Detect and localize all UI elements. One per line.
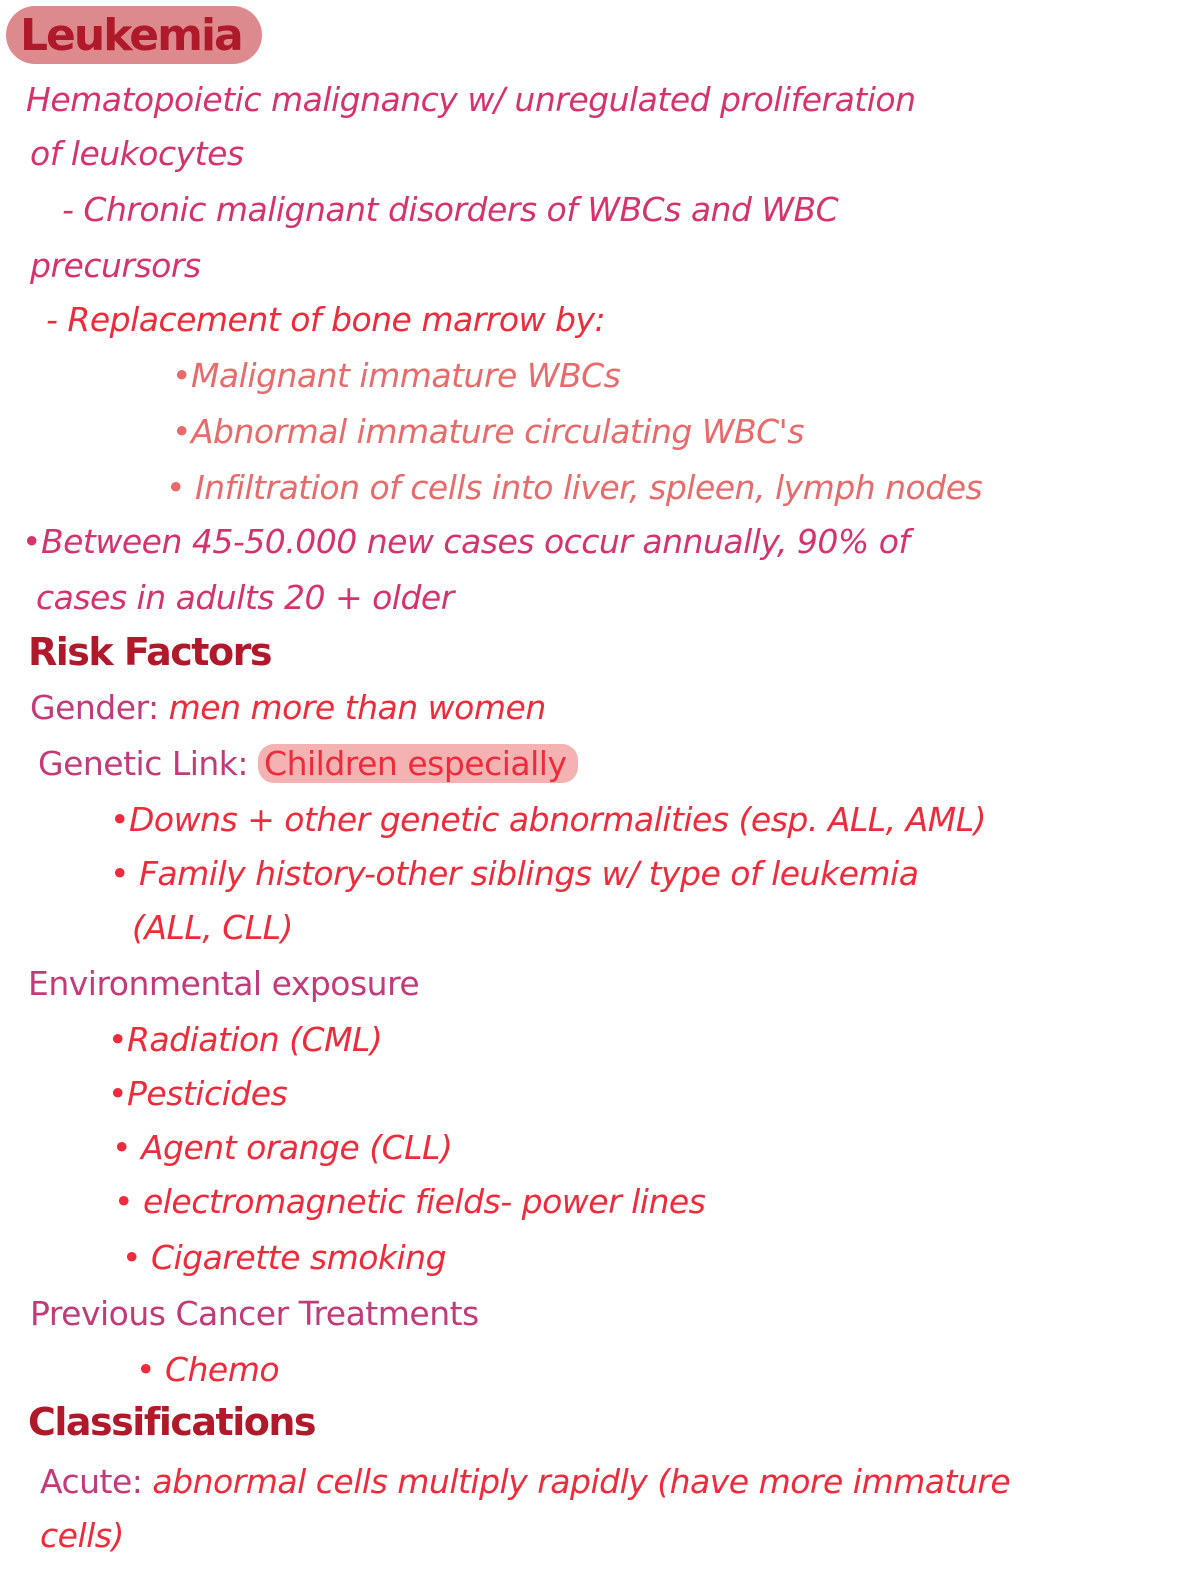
gender-label: Gender: [30, 688, 159, 727]
intro-line-2: of leukocytes [30, 134, 244, 173]
stats-line-1: •Between 45-50.000 new cases occur annually, 90% of [22, 522, 910, 561]
env-bullet-2: •Pesticides [108, 1074, 288, 1113]
stats-line-2: cases in adults 20 + older [36, 578, 454, 617]
env-bullet-4: • electromagnetic fields- power lines [114, 1182, 706, 1221]
chronic-line-2: precursors [30, 246, 201, 285]
sub-bullet-2: •Abnormal immature circulating WBC's [172, 412, 804, 451]
acute-label: Acute: [40, 1462, 143, 1501]
gender-text: men more than women [168, 688, 546, 727]
classifications-heading: Classifications [28, 1400, 316, 1444]
genetic-row [38, 742, 578, 786]
env-bullet-3: • Agent orange (CLL) [112, 1128, 453, 1167]
intro-line-1: Hematopoietic malignancy w/ unregulated proliferation [26, 80, 916, 119]
genetic-bullet-1: •Downs + other genetic abnormalities (esp. ALL, AML) [110, 800, 986, 839]
sub-bullet-3: • Infiltration of cells into liver, spleen, lymph nodes [166, 468, 983, 507]
acute-text-2: cells) [40, 1516, 124, 1555]
acute-text-1: abnormal cells multiply rapidly (have more immature [152, 1462, 1011, 1501]
previous-bullet-1: • Chemo [136, 1350, 280, 1389]
genetic-label: Genetic Link: [38, 744, 249, 783]
gender-row [30, 686, 546, 730]
acute-row [40, 1460, 1010, 1504]
env-bullet-5: • Cigarette smoking [122, 1238, 447, 1277]
replacement-line: - Replacement of bone marrow by: [46, 300, 606, 339]
chronic-line-1: - Chronic malignant disorders of WBCs and WBC [62, 190, 839, 229]
environmental-label: Environmental exposure [28, 964, 420, 1003]
sub-bullet-1: •Malignant immature WBCs [172, 356, 621, 395]
env-bullet-1: •Radiation (CML) [108, 1020, 383, 1059]
genetic-bullet-2: • Family history-other siblings w/ type of leukemia [110, 854, 919, 893]
page-title: Leukemia [20, 10, 242, 61]
previous-treatments-label: Previous Cancer Treatments [30, 1294, 479, 1333]
genetic-highlight: Children especially [258, 744, 578, 783]
genetic-bullet-3: (ALL, CLL) [132, 908, 293, 947]
risk-factors-heading: Risk Factors [28, 630, 271, 674]
